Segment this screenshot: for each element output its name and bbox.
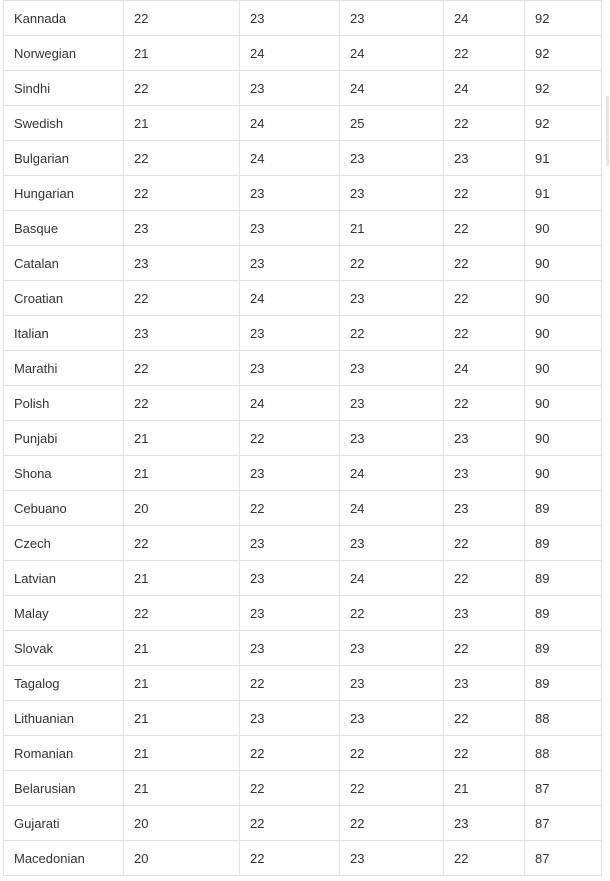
table-row xyxy=(4,806,602,841)
score-cell-1: 23 xyxy=(124,316,240,351)
total-score-cell: 89 xyxy=(525,631,602,666)
score-cell-4: 22 xyxy=(444,736,525,771)
score-cell-3: 23 xyxy=(340,281,444,316)
score-cell-4: 23 xyxy=(444,666,525,701)
total-score-cell: 92 xyxy=(525,36,602,71)
total-score-cell: 89 xyxy=(525,561,602,596)
table-row xyxy=(4,701,602,736)
score-cell-1: 22 xyxy=(124,176,240,211)
table-row xyxy=(4,736,602,771)
score-cell-1: 22 xyxy=(124,386,240,421)
total-score-cell: 89 xyxy=(525,596,602,631)
score-cell-3: 23 xyxy=(340,421,444,456)
score-cell-2: 22 xyxy=(240,771,340,806)
score-cell-3: 23 xyxy=(340,666,444,701)
language-name-cell: Latvian xyxy=(4,561,124,596)
score-cell-1: 22 xyxy=(124,526,240,561)
table-row xyxy=(4,456,602,491)
score-cell-2: 22 xyxy=(240,666,340,701)
score-cell-1: 20 xyxy=(124,841,240,876)
score-cell-2: 23 xyxy=(240,456,340,491)
score-cell-4: 22 xyxy=(444,211,525,246)
score-cell-3: 22 xyxy=(340,246,444,281)
total-score-cell: 88 xyxy=(525,701,602,736)
table-row xyxy=(4,1,602,36)
score-cell-2: 23 xyxy=(240,176,340,211)
score-cell-2: 23 xyxy=(240,316,340,351)
score-cell-3: 23 xyxy=(340,1,444,36)
score-cell-4: 22 xyxy=(444,281,525,316)
total-score-cell: 90 xyxy=(525,386,602,421)
score-cell-3: 24 xyxy=(340,491,444,526)
score-cell-4: 22 xyxy=(444,526,525,561)
language-score-table xyxy=(3,0,602,876)
score-cell-2: 23 xyxy=(240,71,340,106)
score-cell-4: 23 xyxy=(444,421,525,456)
score-cell-1: 22 xyxy=(124,71,240,106)
score-cell-4: 23 xyxy=(444,456,525,491)
score-cell-1: 21 xyxy=(124,631,240,666)
score-cell-2: 23 xyxy=(240,561,340,596)
total-score-cell: 92 xyxy=(525,106,602,141)
score-cell-2: 23 xyxy=(240,246,340,281)
score-cell-3: 22 xyxy=(340,596,444,631)
score-cell-3: 23 xyxy=(340,526,444,561)
score-cell-3: 22 xyxy=(340,316,444,351)
score-cell-1: 21 xyxy=(124,771,240,806)
language-name-cell: Catalan xyxy=(4,246,124,281)
score-cell-3: 25 xyxy=(340,106,444,141)
language-name-cell: Czech xyxy=(4,526,124,561)
total-score-cell: 90 xyxy=(525,456,602,491)
table-body xyxy=(4,1,602,876)
language-name-cell: Belarusian xyxy=(4,771,124,806)
total-score-cell: 90 xyxy=(525,316,602,351)
score-cell-4: 24 xyxy=(444,71,525,106)
score-cell-2: 24 xyxy=(240,36,340,71)
table-row xyxy=(4,106,602,141)
score-cell-1: 21 xyxy=(124,36,240,71)
language-name-cell: Polish xyxy=(4,386,124,421)
score-cell-2: 23 xyxy=(240,631,340,666)
language-name-cell: Punjabi xyxy=(4,421,124,456)
score-cell-2: 23 xyxy=(240,526,340,561)
score-cell-4: 23 xyxy=(444,806,525,841)
total-score-cell: 89 xyxy=(525,526,602,561)
language-name-cell: Swedish xyxy=(4,106,124,141)
score-cell-2: 23 xyxy=(240,596,340,631)
score-cell-2: 23 xyxy=(240,701,340,736)
table-row xyxy=(4,526,602,561)
score-cell-4: 22 xyxy=(444,106,525,141)
score-cell-3: 23 xyxy=(340,176,444,211)
language-name-cell: Romanian xyxy=(4,736,124,771)
table-row xyxy=(4,351,602,386)
score-cell-3: 22 xyxy=(340,771,444,806)
score-cell-4: 22 xyxy=(444,841,525,876)
language-name-cell: Hungarian xyxy=(4,176,124,211)
score-cell-3: 24 xyxy=(340,71,444,106)
language-name-cell: Bulgarian xyxy=(4,141,124,176)
score-cell-3: 23 xyxy=(340,386,444,421)
total-score-cell: 90 xyxy=(525,281,602,316)
score-cell-1: 23 xyxy=(124,246,240,281)
table-row xyxy=(4,666,602,701)
score-cell-1: 22 xyxy=(124,281,240,316)
score-cell-1: 21 xyxy=(124,736,240,771)
score-cell-1: 21 xyxy=(124,666,240,701)
score-cell-3: 22 xyxy=(340,806,444,841)
total-score-cell: 87 xyxy=(525,841,602,876)
total-score-cell: 91 xyxy=(525,141,602,176)
total-score-cell: 90 xyxy=(525,246,602,281)
score-cell-3: 22 xyxy=(340,736,444,771)
score-cell-1: 22 xyxy=(124,351,240,386)
score-cell-1: 21 xyxy=(124,421,240,456)
score-cell-3: 23 xyxy=(340,841,444,876)
language-name-cell: Cebuano xyxy=(4,491,124,526)
score-cell-2: 22 xyxy=(240,421,340,456)
total-score-cell: 91 xyxy=(525,176,602,211)
score-cell-1: 22 xyxy=(124,141,240,176)
language-name-cell: Kannada xyxy=(4,1,124,36)
score-cell-1: 21 xyxy=(124,456,240,491)
total-score-cell: 89 xyxy=(525,666,602,701)
score-cell-2: 22 xyxy=(240,806,340,841)
score-cell-1: 21 xyxy=(124,106,240,141)
total-score-cell: 88 xyxy=(525,736,602,771)
table-row xyxy=(4,386,602,421)
score-cell-2: 24 xyxy=(240,281,340,316)
score-cell-2: 23 xyxy=(240,351,340,386)
language-name-cell: Tagalog xyxy=(4,666,124,701)
language-name-cell: Lithuanian xyxy=(4,701,124,736)
score-cell-2: 23 xyxy=(240,1,340,36)
table-row xyxy=(4,421,602,456)
table-row xyxy=(4,71,602,106)
score-cell-4: 23 xyxy=(444,596,525,631)
table-row xyxy=(4,841,602,876)
total-score-cell: 89 xyxy=(525,491,602,526)
score-cell-3: 24 xyxy=(340,456,444,491)
score-cell-4: 22 xyxy=(444,36,525,71)
language-name-cell: Malay xyxy=(4,596,124,631)
score-cell-2: 22 xyxy=(240,841,340,876)
total-score-cell: 90 xyxy=(525,211,602,246)
table-row xyxy=(4,561,602,596)
total-score-cell: 90 xyxy=(525,351,602,386)
language-name-cell: Marathi xyxy=(4,351,124,386)
table-row xyxy=(4,246,602,281)
language-name-cell: Shona xyxy=(4,456,124,491)
total-score-cell: 92 xyxy=(525,71,602,106)
table-row xyxy=(4,176,602,211)
language-name-cell: Sindhi xyxy=(4,71,124,106)
language-name-cell: Croatian xyxy=(4,281,124,316)
language-name-cell: Norwegian xyxy=(4,36,124,71)
score-cell-3: 23 xyxy=(340,141,444,176)
table-row xyxy=(4,281,602,316)
score-cell-4: 23 xyxy=(444,141,525,176)
score-cell-3: 24 xyxy=(340,36,444,71)
score-cell-1: 22 xyxy=(124,1,240,36)
total-score-cell: 92 xyxy=(525,1,602,36)
total-score-cell: 87 xyxy=(525,806,602,841)
score-cell-4: 22 xyxy=(444,246,525,281)
score-cell-2: 24 xyxy=(240,386,340,421)
score-cell-4: 24 xyxy=(444,1,525,36)
score-cell-4: 22 xyxy=(444,386,525,421)
language-name-cell: Basque xyxy=(4,211,124,246)
score-cell-2: 24 xyxy=(240,106,340,141)
table-row xyxy=(4,491,602,526)
score-cell-3: 23 xyxy=(340,701,444,736)
score-cell-1: 23 xyxy=(124,211,240,246)
table-row xyxy=(4,141,602,176)
score-cell-4: 24 xyxy=(444,351,525,386)
score-cell-3: 23 xyxy=(340,631,444,666)
language-score-table-container xyxy=(3,0,601,876)
score-cell-1: 21 xyxy=(124,561,240,596)
score-cell-1: 20 xyxy=(124,806,240,841)
table-row xyxy=(4,631,602,666)
total-score-cell: 87 xyxy=(525,771,602,806)
language-name-cell: Slovak xyxy=(4,631,124,666)
score-cell-1: 22 xyxy=(124,596,240,631)
score-cell-3: 21 xyxy=(340,211,444,246)
language-name-cell: Macedonian xyxy=(4,841,124,876)
score-cell-4: 22 xyxy=(444,561,525,596)
score-cell-3: 23 xyxy=(340,351,444,386)
score-cell-3: 24 xyxy=(340,561,444,596)
table-row xyxy=(4,771,602,806)
table-row xyxy=(4,36,602,71)
total-score-cell: 90 xyxy=(525,421,602,456)
score-cell-1: 20 xyxy=(124,491,240,526)
score-cell-4: 22 xyxy=(444,316,525,351)
score-cell-4: 22 xyxy=(444,631,525,666)
score-cell-4: 22 xyxy=(444,701,525,736)
score-cell-2: 22 xyxy=(240,491,340,526)
table-row xyxy=(4,596,602,631)
score-cell-2: 23 xyxy=(240,211,340,246)
score-cell-4: 23 xyxy=(444,491,525,526)
language-name-cell: Italian xyxy=(4,316,124,351)
scrollbar[interactable] xyxy=(606,96,609,166)
table-row xyxy=(4,211,602,246)
score-cell-1: 21 xyxy=(124,701,240,736)
score-cell-2: 24 xyxy=(240,141,340,176)
score-cell-2: 22 xyxy=(240,736,340,771)
score-cell-4: 22 xyxy=(444,176,525,211)
score-cell-4: 21 xyxy=(444,771,525,806)
language-name-cell: Gujarati xyxy=(4,806,124,841)
table-row xyxy=(4,316,602,351)
